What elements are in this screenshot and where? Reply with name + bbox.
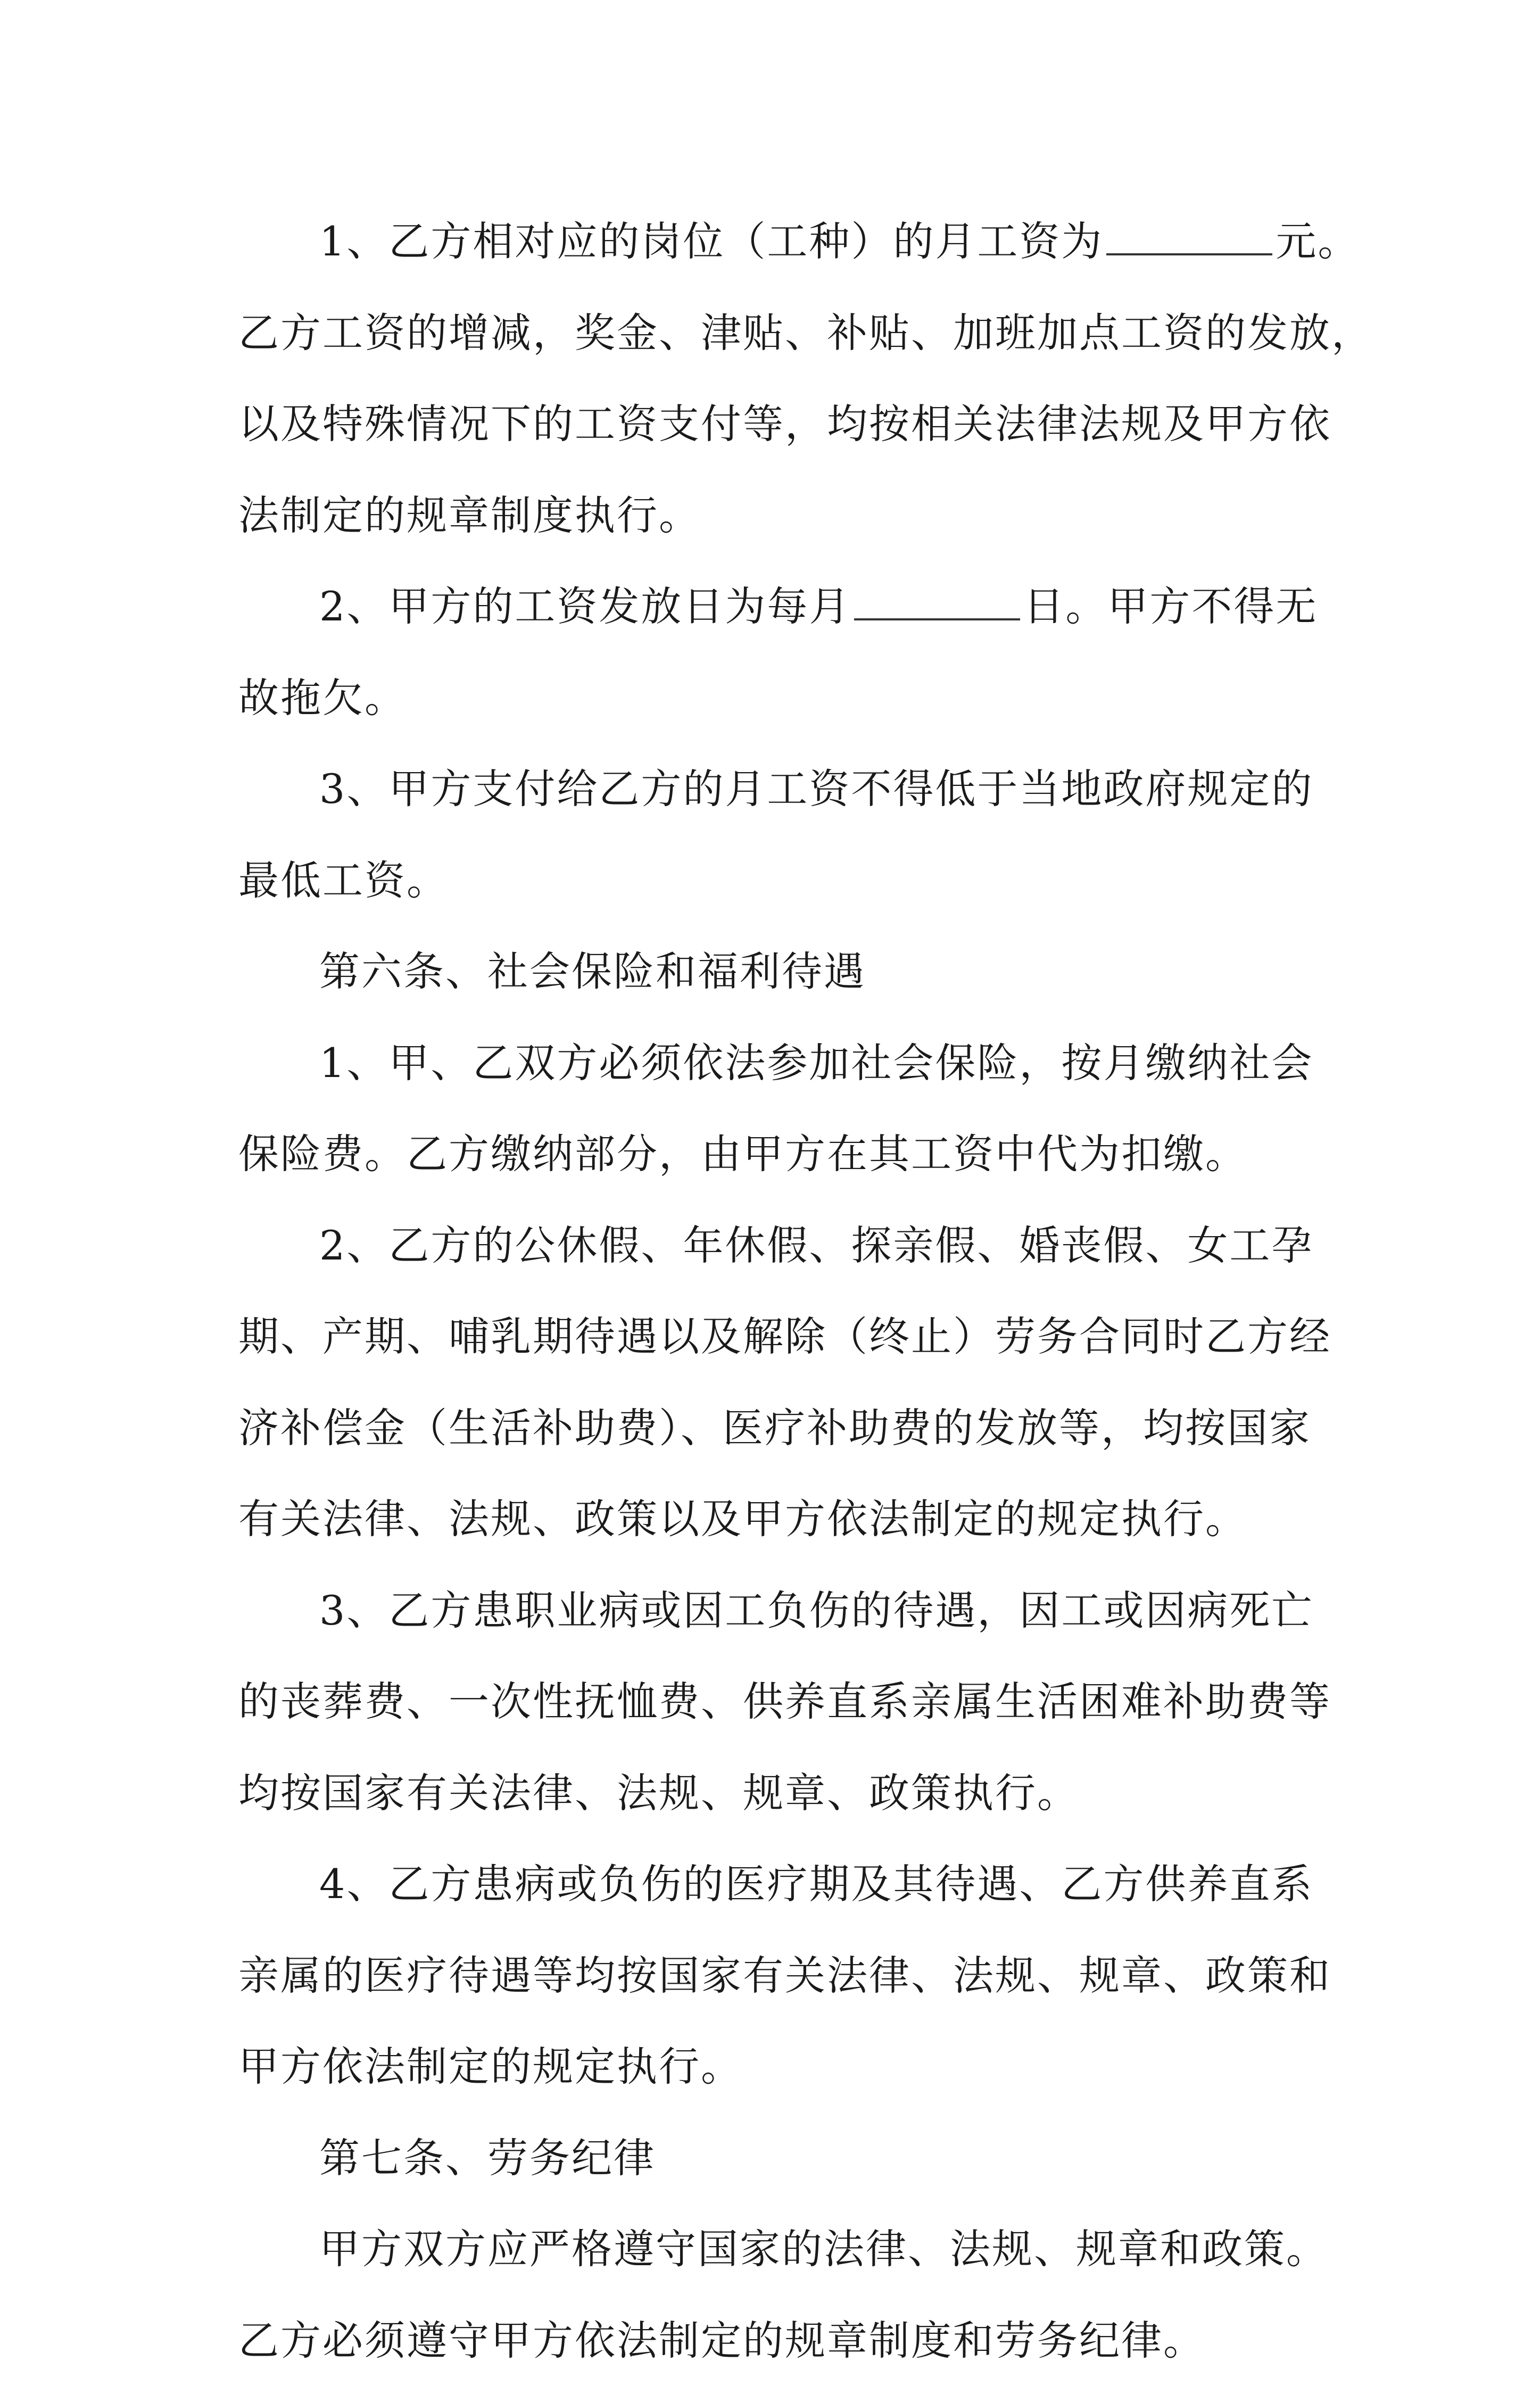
text-segment: 元。 [1276, 218, 1360, 265]
text-line: 法制定的规章制度执行。 [238, 470, 1324, 561]
section-title: 第七条、劳务纪律 [238, 2112, 1324, 2204]
text-line: 1、甲、乙双方必须依法参加社会保险，按月缴纳社会 [238, 1017, 1324, 1109]
text-line: 甲方双方应严格遵守国家的法律、法规、规章和政策。 [238, 2203, 1324, 2295]
paragraph-wage-3 [238, 743, 1324, 926]
text-line: 均按国家有关法律、法规、规章、政策执行。 [238, 1747, 1324, 1839]
text-line: 期、产期、哺乳期待遇以及解除（终止）劳务合同时乙方经 [238, 1291, 1324, 1382]
text-line: 以及特殊情况下的工资支付等，均按相关法律法规及甲方依 [238, 378, 1324, 470]
text-segment: 1、乙方相对应的岗位（工种）的月工资为 [319, 218, 1103, 265]
monthly-wage-blank [1106, 221, 1272, 255]
text-segment: 日。甲方不得无 [1023, 583, 1318, 630]
text-line: 的丧葬费、一次性抚恤费、供养直系亲属生活困难补助费等 [238, 1656, 1324, 1747]
text-line: 2、乙方的公休假、年休假、探亲假、婚丧假、女工孕 [238, 1200, 1324, 1291]
text-segment: 2、甲方的工资发放日为每月 [319, 583, 851, 630]
text-line: 保险费。乙方缴纳部分，由甲方在其工资中代为扣缴。 [238, 1108, 1324, 1200]
paragraph-insurance-3 [238, 1565, 1324, 1839]
paragraph-wage-1 [238, 196, 1324, 561]
paragraph-insurance-4 [238, 1838, 1324, 2112]
text-line [238, 561, 1324, 652]
text-line: 乙方工资的增减，奖金、津贴、补贴、加班加点工资的发放， [238, 287, 1324, 379]
text-line: 最低工资。 [238, 835, 1324, 926]
text-line: 有关法律、法规、政策以及甲方依法制定的规定执行。 [238, 1473, 1324, 1565]
text-line: 故拖欠。 [238, 652, 1324, 744]
text-line: 亲属的医疗待遇等均按国家有关法律、法规、规章、政策和 [238, 1930, 1324, 2022]
paragraph-insurance-2 [238, 1200, 1324, 1565]
text-line: 济补偿金（生活补助费）、医疗补助费的发放等，均按国家 [238, 1382, 1324, 1474]
text-line: 4、乙方患病或负伤的医疗期及其待遇、乙方供养直系 [238, 1838, 1324, 1930]
pay-day-blank [854, 586, 1020, 620]
text-line [238, 196, 1324, 287]
article-6-heading [238, 926, 1324, 1017]
article-7-heading [238, 2112, 1324, 2204]
paragraph-insurance-1 [238, 1017, 1324, 1200]
section-title: 第六条、社会保险和福利待遇 [238, 926, 1324, 1017]
text-line: 3、乙方患职业病或因工负伤的待遇，因工或因病死亡 [238, 1565, 1324, 1656]
text-line: 甲方依法制定的规定执行。 [238, 2021, 1324, 2112]
paragraph-discipline [238, 2203, 1324, 2386]
contract-body [238, 196, 1324, 2386]
text-line: 乙方必须遵守甲方依法制定的规章制度和劳务纪律。 [238, 2295, 1324, 2386]
text-line: 3、甲方支付给乙方的月工资不得低于当地政府规定的 [238, 743, 1324, 835]
paragraph-wage-2 [238, 561, 1324, 743]
